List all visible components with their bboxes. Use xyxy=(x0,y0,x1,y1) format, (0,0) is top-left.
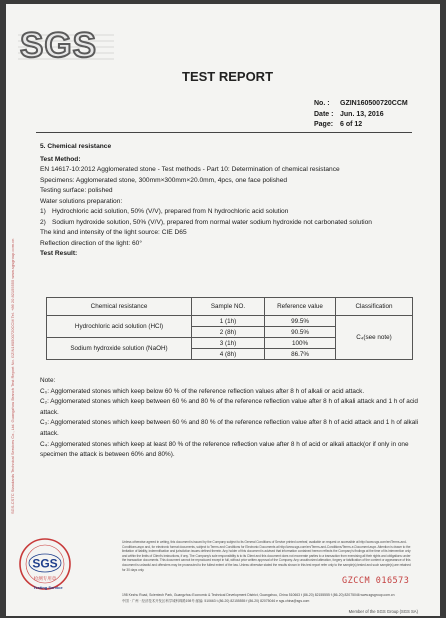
sample-cell: 4 (8h) xyxy=(192,349,265,360)
method-label: Test Method: xyxy=(40,155,81,163)
value-cell: 90.5% xyxy=(265,327,336,338)
chemical-cell: Hydrochloric acid solution (HCl) xyxy=(47,316,192,338)
surface-text: Testing surface: polished xyxy=(40,187,113,194)
solution-item xyxy=(40,207,418,218)
sample-cell: 2 (8h) xyxy=(192,327,265,338)
table-header: Sample NO. xyxy=(192,298,265,316)
seal-sub-text: 检测专用章 xyxy=(33,577,57,582)
report-page xyxy=(6,4,440,616)
table-row xyxy=(47,316,413,327)
solutions-label: Water solutions preparation: xyxy=(40,197,123,205)
solution-text: Sodium hydroxide solution, 50% (V/V), prepared from normal water sodium hydroxide not carbonated solution xyxy=(52,218,372,226)
section-heading: 5. Chemical resistance xyxy=(40,143,112,150)
report-no-label: No. : xyxy=(314,100,330,107)
report-date-label: Date : xyxy=(314,110,334,118)
address-block xyxy=(122,592,418,604)
notes-section xyxy=(40,376,420,461)
sample-cell: 1 (1h) xyxy=(192,316,265,327)
specimens-text: Specimens: Agglomerated stone, 300mm×300mm×20.0mm, 4pcs, one face polished xyxy=(40,176,288,184)
value-cell: 100% xyxy=(265,338,336,349)
solution-number: 2) xyxy=(40,218,46,226)
report-no-value: GZIN160500720CCM xyxy=(340,100,408,107)
sgs-seal-icon xyxy=(18,537,72,591)
method-text: EN 14617-10:2012 Agglomerated stone - Test methods - Part 10: Determination of chemical resistance xyxy=(40,166,340,173)
address-line-en: 198 Kezhu Road, Scientech Park, Guangzhou Economic & Technical Development District, Guangzhou, China 510663 t (86-20) 82155555 f (86-20) 82075046 www.sgsgroup.com.cn xyxy=(122,593,395,597)
chemical-cell: Sodium hydroxide solution (NaOH) xyxy=(47,338,192,360)
sample-cell: 3 (1h) xyxy=(192,338,265,349)
reflection-text: Reflection direction of the light: 60° xyxy=(40,239,142,247)
report-meta xyxy=(314,99,408,131)
address-line-cn: 中国 · 广州 · 经济技术开发区科学城科珠路198号 邮编: 510663 t (86-20) 82155555 f (86-20) 82075046 e sgs.china@sgs.com xyxy=(122,599,310,603)
table-header: Reference value xyxy=(265,298,336,316)
result-table xyxy=(46,297,413,360)
note-c3: C₃: Agglomerated stones which keep between 60 % and 80 % of the reference reflection value after 8 h of acid attack and 1 h of alkali attack. xyxy=(40,419,419,437)
header-divider xyxy=(36,132,412,133)
member-text: Member of the SGS Group (SGS SA) xyxy=(348,609,418,614)
seal-caption xyxy=(18,585,78,590)
seal-caption-en: Testing Service xyxy=(33,585,63,590)
solution-text: Hydrochloric acid solution, 50% (V/V), prepared from N hydrochloric acid solution xyxy=(52,208,289,215)
light-source-text: The kind and intensity of the light source: CIE D65 xyxy=(40,229,187,236)
report-page-value: 6 of 12 xyxy=(340,121,363,128)
stamp-number: GZCCM 016573 xyxy=(342,576,410,586)
side-note: SGS-CSTC Standards Technical Services Co., Ltd. Guangzhou Branch Test Report No. GZIN160500720CCM Tel. +86 20 82155555 www.sgsgroup.com.cn xyxy=(10,238,15,514)
classification-cell: C₄(see note) xyxy=(336,316,413,360)
table-header: Chemical resistance xyxy=(47,298,192,316)
report-title: TEST REPORT xyxy=(182,69,274,84)
disclaimer-text: Unless otherwise agreed in writing, this document is issued by the Company subject to its General Conditions of Service printed overleaf, available on request or accessible at http://www.sgs.com/en/Terms-and-Conditions.aspx and, for electronic format documents, subject to Terms and Conditions for Electronic Documents at http://www.sgs.com/en/Terms-and-Conditions/Terms-e-Document.aspx. Attention is drawn to the limitation of liability, indemnification and jurisdiction issues defined therein. Any holder of this document is advised that information contained hereon reflects the Company's findings at the time of its intervention only and within the limits of Client's instructions, if any. The Company's sole responsibility is to its Client and this document does not exonerate parties to a transaction from exercising all their rights and obligations under the transaction documents. This document cannot be reproduced except in full, without prior written approval of the Company. Any unauthorized alteration, forgery or falsification of the content or appearance of this document is unlawful and offenders may be prosecuted to the fullest extent of the law. Unless otherwise stated the results shown in this test report refer only to the sample(s) tested and such sample(s) are retained for 30 days only. xyxy=(122,540,411,572)
note-c2: C₂: Agglomerated stones which keep between 60 % and 80 % of the reference reflection value after 8 h of alkali attack and 1 h of acid attack. xyxy=(40,398,418,416)
note-c0: C₀: Agglomerated stones which keep below 60 % of the reference reflection values after 8 h of alkali or acid attack. xyxy=(40,387,365,395)
solution-item xyxy=(40,218,418,229)
note-c4: C₄: Agglomerated stones which keep at least 80 % of the reference reflection value after 8 h of acid or alkali attack(or if only in one specimen the attack is between 60% and 80%). xyxy=(40,440,409,459)
value-cell: 99.5% xyxy=(265,316,336,327)
report-date-value: Jun. 13, 2016 xyxy=(340,110,384,118)
seal-text: SGS xyxy=(32,556,58,571)
notes-label: Note: xyxy=(40,377,56,384)
result-label: Test Result: xyxy=(40,250,78,257)
method-section xyxy=(40,142,418,260)
sgs-logo-text: SGS xyxy=(20,26,97,65)
solution-number: 1) xyxy=(40,208,46,215)
report-page-label: Page: xyxy=(314,121,334,128)
value-cell: 86.7% xyxy=(265,349,336,360)
table-header: Classification xyxy=(336,298,413,316)
